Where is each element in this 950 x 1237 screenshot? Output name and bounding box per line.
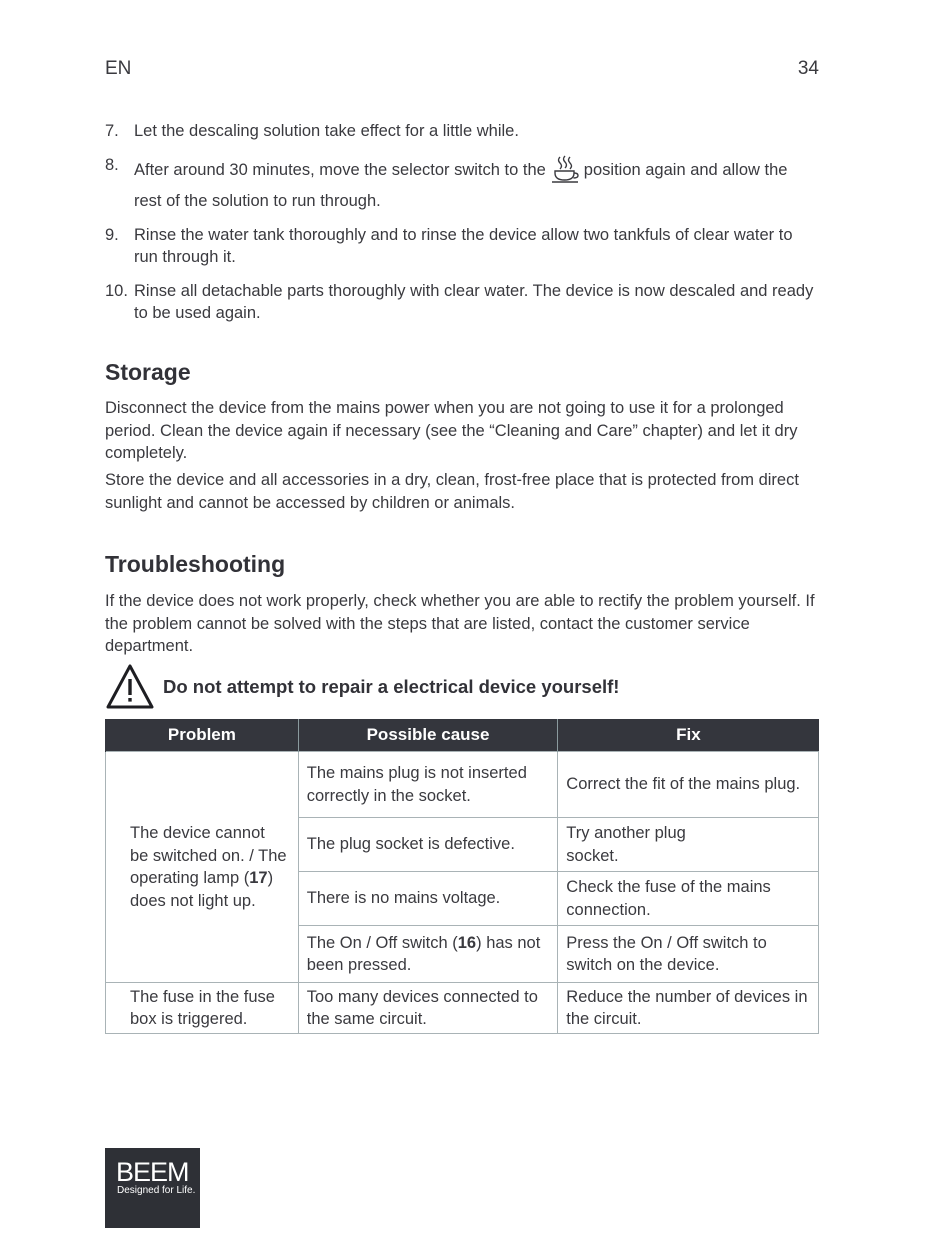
problem-cell: The device cannot be switched on. / The operating lamp (17) does not light up. — [106, 752, 299, 983]
cause-cell: The On / Off switch (16) has not been pressed. — [298, 926, 558, 983]
step-item — [105, 154, 817, 213]
part-reference: 16 — [457, 933, 477, 952]
cause-cell: There is no mains voltage. — [298, 872, 558, 926]
step-number: 8. — [105, 155, 119, 174]
page-number: 34 — [797, 58, 819, 79]
troubleshooting-heading: Troubleshooting — [105, 551, 286, 577]
header-fix: Fix — [558, 719, 819, 752]
header-possible-cause: Possible cause — [298, 719, 558, 752]
step-text-after-icon: position again and allow the rest of the solution to run through. — [134, 160, 788, 210]
brand-name: BEEM — [116, 1157, 189, 1187]
step-number: 10. — [105, 281, 128, 300]
cause-cell: Too many devices connected to the same circuit. — [298, 983, 558, 1034]
cause-cell: The plug socket is defective. — [298, 818, 558, 872]
table-header-row — [106, 719, 819, 752]
warning-notice — [105, 663, 817, 710]
table-row — [106, 983, 819, 1034]
troubleshooting-table — [105, 719, 819, 1034]
step-text: Let the descaling solution take effect for a little while. — [134, 122, 519, 140]
part-reference: 17 — [249, 869, 268, 887]
step-item — [105, 120, 817, 143]
storage-paragraph-2: Store the device and all accessories in a dry, clean, frost-free place that is protected from direct sunlight and cannot be accessed by children or animals. — [105, 471, 799, 512]
step-number: 9. — [105, 225, 119, 244]
fix-cell: Press the On / Off switch to switch on the device. — [558, 926, 819, 983]
fix-cell: Reduce the number of devices in the circuit. — [558, 983, 819, 1034]
step-text: Rinse the water tank thoroughly and to rinse the device allow two tankfuls of clear water to run through it. — [134, 225, 793, 266]
cause-cell: The mains plug is not inserted correctly in the socket. — [298, 752, 558, 818]
step-text: Rinse all detachable parts thoroughly with clear water. The device is now descaled and ready to be used again. — [134, 281, 814, 322]
step-number: 7. — [105, 122, 119, 140]
storage-paragraph-1: Disconnect the device from the mains power when you are not going to use it for a prolonged period. Clean the device again if necessary (see the “Cleaning and Care” chapter) and let it dry completely. — [105, 399, 798, 462]
troubleshooting-intro: If the device does not work properly, check whether you are able to rectify the problem yourself. If the problem cannot be solved with the steps that are listed, contact the customer service department. — [105, 592, 815, 655]
descaling-steps-list — [105, 120, 817, 336]
fix-cell: Check the fuse of the mains connection. — [558, 872, 819, 926]
brand-tagline: Designed for Life. — [117, 1185, 196, 1196]
fix-cell: Correct the fit of the mains plug. — [558, 752, 819, 818]
table-row — [106, 752, 819, 818]
step-text-before-icon: After around 30 minutes, move the selector switch to the — [134, 160, 546, 179]
step-item — [105, 224, 817, 269]
storage-heading: Storage — [105, 359, 191, 385]
header-problem: Problem — [106, 719, 299, 752]
warning-text: Do not attempt to repair a electrical device yourself! — [163, 675, 620, 697]
step-text — [134, 154, 817, 213]
step-item — [105, 280, 817, 325]
fix-cell: Try another plug socket. — [558, 818, 819, 872]
warning-triangle-icon — [105, 663, 155, 710]
problem-cell: The fuse in the fuse box is triggered. — [106, 983, 299, 1034]
language-code: EN — [105, 58, 132, 79]
steam-cup-icon — [550, 154, 580, 191]
brand-logo — [105, 1148, 200, 1228]
